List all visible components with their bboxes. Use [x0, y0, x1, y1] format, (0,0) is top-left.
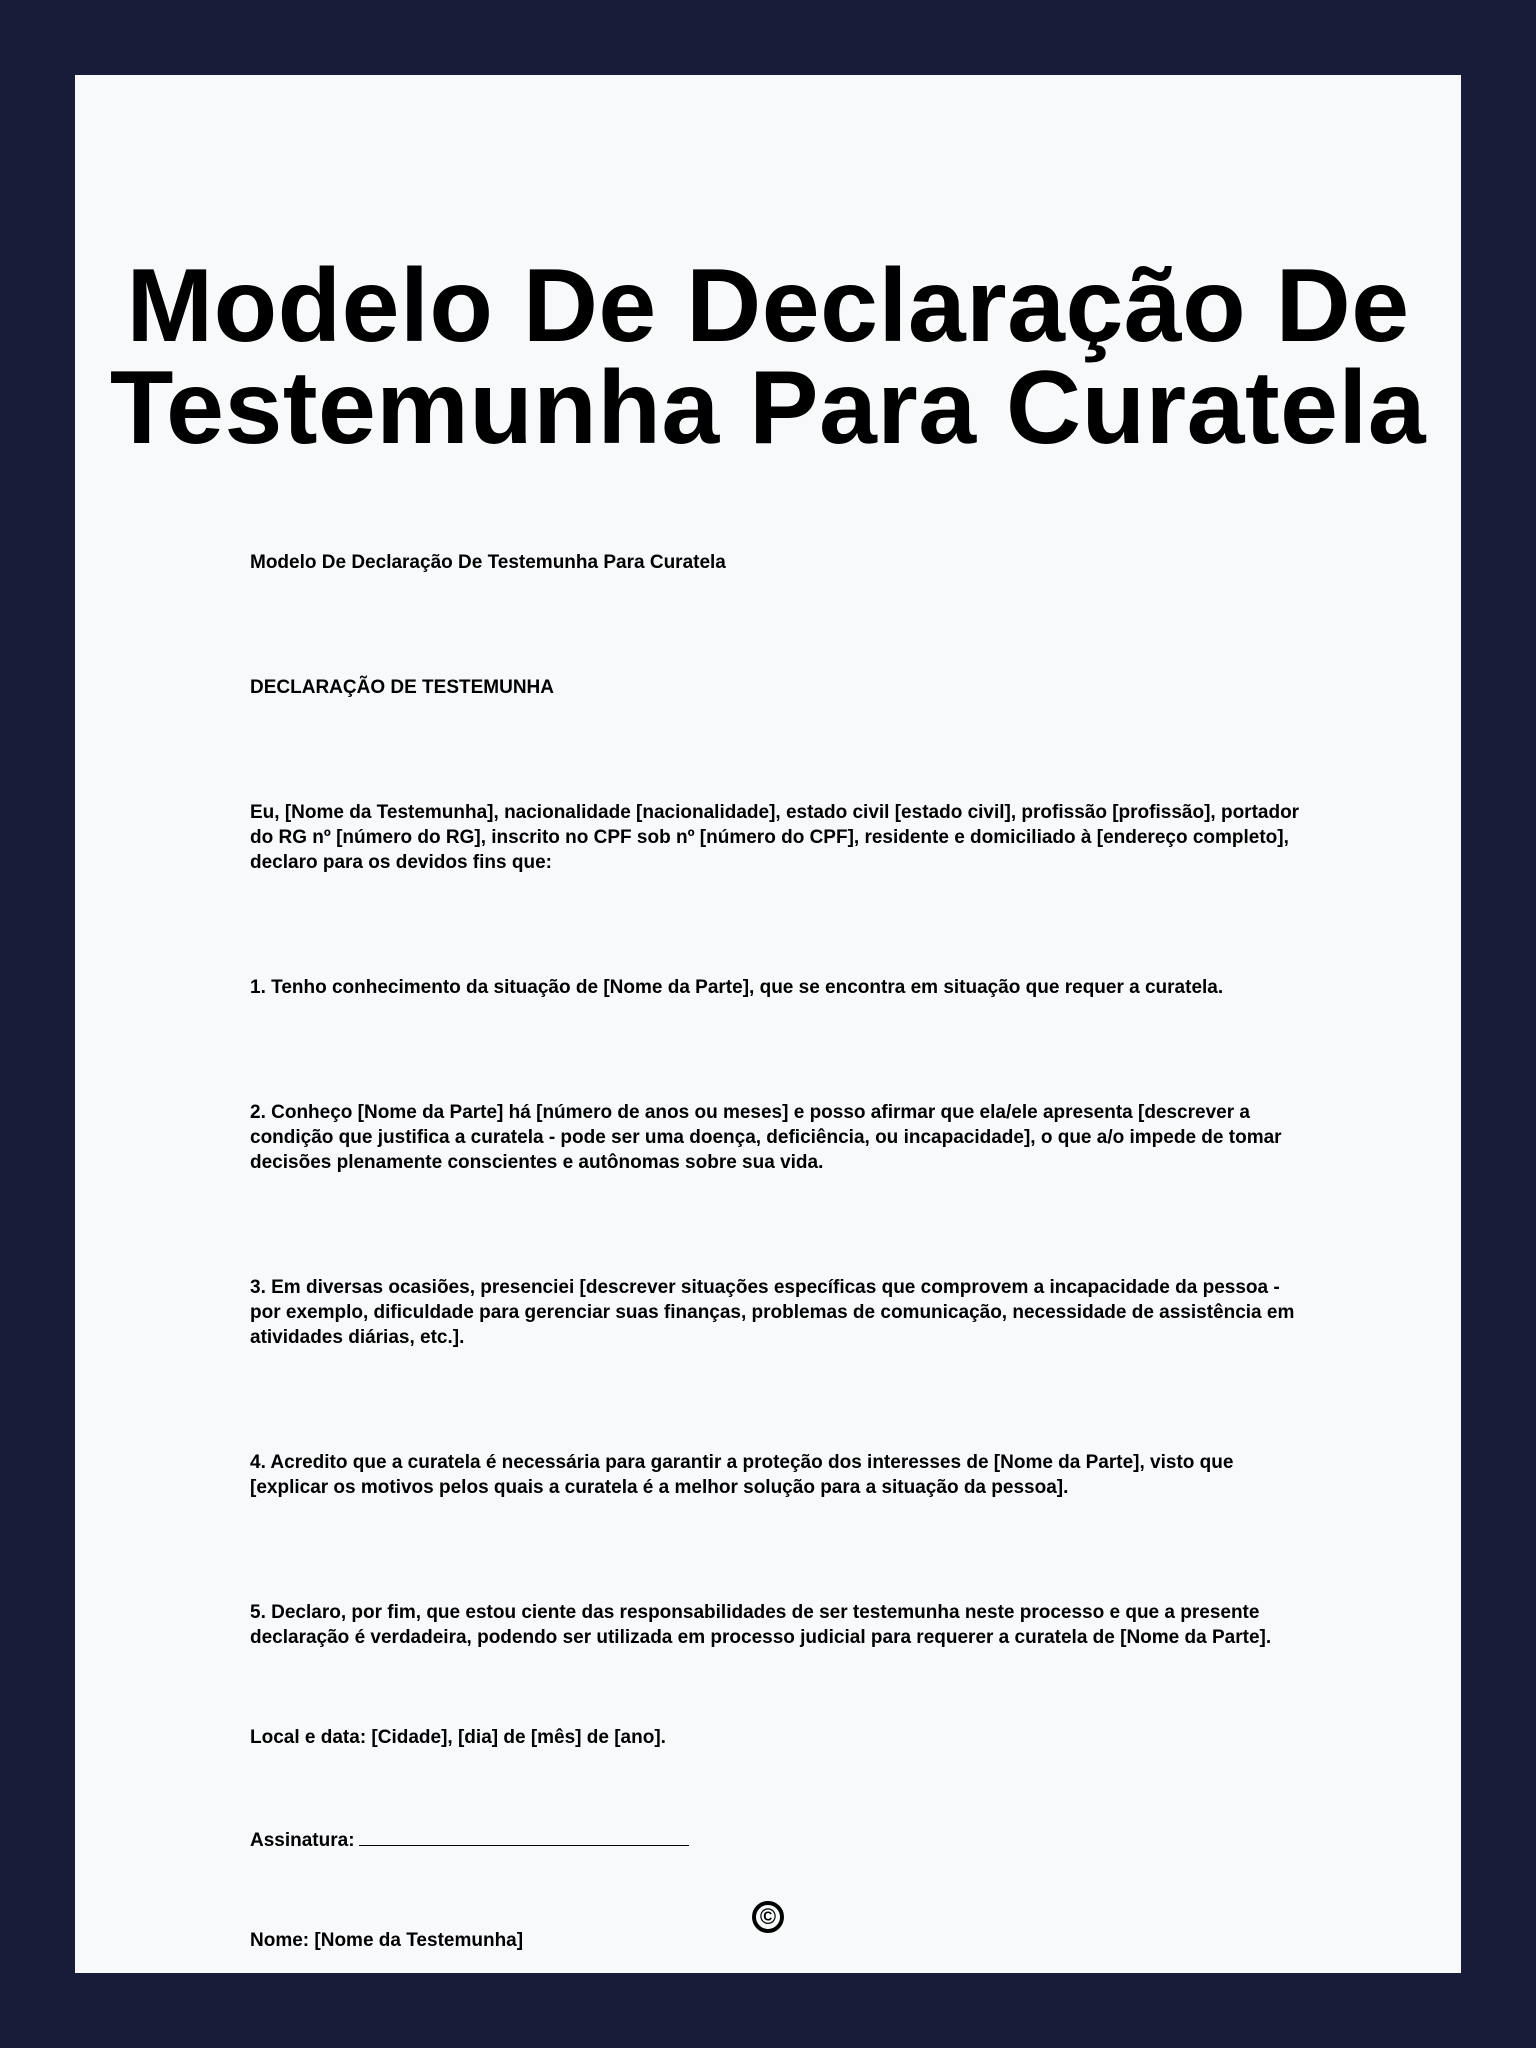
- intro-paragraph: Eu, [Nome da Testemunha], nacionalidade [nacionalidade], estado civil [estado civil], profissão [profissão], portador do RG nº [número do RG], inscrito no CPF sob nº [número do CPF], residente e domiciliado à [endereço completo], declaro para os devidos fins que:: [250, 802, 1300, 873]
- signature-row: [250, 1825, 1310, 1853]
- copyright: [75, 1901, 1461, 1933]
- item-3: 3. Em diversas ocasiões, presenciei [descrever situações específicas que comprovem a incapacidade da pessoa - por exemplo, dificuldade para gerenciar suas finanças, problemas de comunicação, necessidade de assistência em atividades diárias, etc.].: [250, 1277, 1295, 1348]
- item-4: 4. Acredito que a curatela é necessária para garantir a proteção dos interesses de [Nome da Parte], visto que [explicar os motivos pelos quais a curatela é a melhor solução para a situação da pessoa].: [250, 1452, 1234, 1498]
- page-title: [75, 248, 1461, 466]
- signature-line: [359, 1825, 689, 1846]
- item-2: 2. Conheço [Nome da Parte] há [número de anos ou meses] e posso afirmar que ela/ele apresenta [descrever a condição que justifica a curatela - pode ser uma doença, deficiência, ou incapacidade], o que a/o impede de tomar decisões plenamente conscientes e autônomas sobre sua vida.: [250, 1102, 1282, 1173]
- item-1: 1. Tenho conhecimento da situação de [Nome da Parte], que se encontra em situação que requer a curatela.: [250, 977, 1224, 998]
- name-line: Nome: [Nome da Testemunha]: [250, 1930, 524, 1951]
- document-subtitle: Modelo De Declaração De Testemunha Para Curatela: [250, 552, 726, 573]
- item-5: 5. Declaro, por fim, que estou ciente das responsabilidades de ser testemunha neste processo e que a presente declaração é verdadeira, podendo ser utilizada em processo judicial para requerer a curatela de [Nome da Parte].: [250, 1602, 1272, 1648]
- page-title-line-1: Modelo De Declaração De: [126, 248, 1410, 364]
- declaration-heading: DECLARAÇÃO DE TESTEMUNHA: [250, 677, 554, 698]
- copyright-icon: ©: [752, 1901, 784, 1933]
- page-title-line-2: Testemunha Para Curatela: [109, 350, 1427, 466]
- document-body: [250, 550, 1310, 1953]
- signature-label: Assinatura:: [250, 1830, 355, 1851]
- document-page: [75, 75, 1461, 1973]
- local-date-line: Local e data: [Cidade], [dia] de [mês] de [ano].: [250, 1727, 666, 1748]
